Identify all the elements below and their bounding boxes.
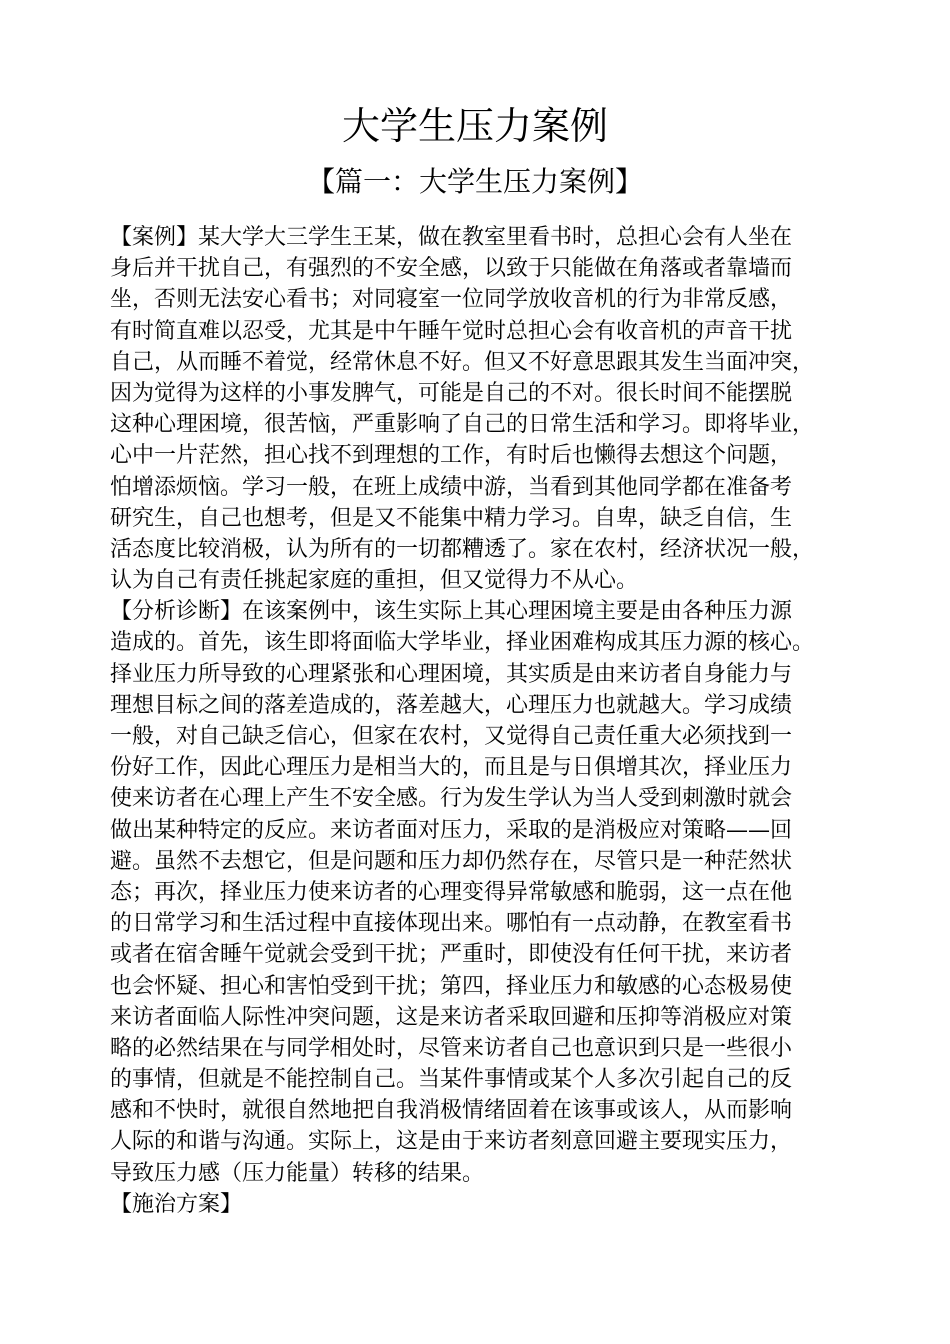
body-line: 造成的。首先，该生即将面临大学毕业，择业困难构成其压力源的核心。 (110, 630, 815, 656)
body-line: 使来访者在心理上产生不安全感。行为发生学认为当人受到刺激时就会 (110, 786, 793, 812)
body-line: 择业压力所导致的心理紧张和心理困境，其实质是由来访者自身能力与 (110, 661, 793, 687)
body-line: 有时简直难以忍受，尤其是中午睡午觉时总担心会有收音机的声音干扰 (110, 318, 793, 344)
body-line: 也会怀疑、担心和害怕受到干扰；第四，择业压力和敏感的心态极易使 (110, 973, 793, 999)
body-line: 做出某种特定的反应。来访者面对压力，采取的是消极应对策略——回 (110, 817, 793, 843)
document-body (110, 222, 850, 1220)
body-line: 一般，对自己缺乏信心，但家在农村，又觉得自己责任重大必须找到一 (110, 724, 793, 749)
body-line: 自己，从而睡不着觉，经常休息不好。但又不好意思跟其发生当面冲突， (110, 349, 815, 375)
document-subtitle: 【篇一：大学生压力案例】 (306, 165, 643, 198)
body-line: 来访者面临人际性冲突问题，这是来访者采取回避和压抑等消极应对策 (110, 1004, 793, 1030)
body-line: 避。虽然不去想它，但是问题和压力却仍然存在，尽管只是一种茫然状 (110, 848, 793, 874)
body-line: 或者在宿舍睡午觉就会受到干扰；严重时，即使没有任何干扰，来访者 (110, 942, 793, 968)
body-line: 身后并干扰自己，有强烈的不安全感，以致于只能做在角落或者靠墙而 (110, 256, 793, 282)
body-line: 人际的和谐与沟通。实际上，这是由于来访者刻意回避主要现实压力， (110, 1129, 793, 1155)
body-line: 坐，否则无法安心看书；对同寝室一位同学放收音机的行为非常反感， (110, 287, 793, 313)
body-line: 怕增添烦恼。学习一般，在班上成绩中游，当看到其他同学都在准备考 (110, 474, 793, 500)
body-line: 因为觉得为这样的小事发脾气，可能是自己的不对。很长时间不能摆脱 (110, 380, 793, 406)
document-title: 大学生压力案例 (341, 104, 608, 148)
body-line: 活态度比较消极，认为所有的一切都糟透了。家在农村，经济状况一般， (110, 536, 815, 562)
body-line: 感和不快时，就很自然地把自我消极情绪固着在该事或该人，从而影响 (110, 1098, 793, 1124)
body-line: 略的必然结果在与同学相处时，尽管来访者自己也意识到只是一些很小 (110, 1035, 793, 1061)
body-line: 这种心理困境，很苦恼，严重影响了自己的日常生活和学习。即将毕业， (110, 412, 815, 438)
body-line: 份好工作，因此心理压力是相当大的，而且是与日俱增其次，择业压力 (110, 755, 793, 781)
body-line: 理想目标之间的落差造成的，落差越大，心理压力也就越大。学习成绩 (110, 692, 793, 718)
body-line: 心中一片茫然，担心找不到理想的工作，有时后也懒得去想这个问题， (110, 443, 793, 469)
body-line: 认为自己有责任挑起家庭的重担，但又觉得力不从心。 (110, 568, 639, 594)
body-line: 【分析诊断】在该案例中，该生实际上其心理困境主要是由各种压力源 (110, 599, 793, 625)
body-line: 的事情，但就是不能控制自己。当某件事情或某个人多次引起自己的反 (110, 1067, 793, 1093)
body-line: 研究生，自己也想考，但是又不能集中精力学习。自卑，缺乏自信，生 (110, 505, 793, 531)
body-line: 【案例】某大学大三学生王某，做在教室里看书时，总担心会有人坐在 (110, 225, 793, 250)
body-line: 态；再次，择业压力使来访者的心理变得异常敏感和脆弱，这一点在他 (110, 879, 793, 905)
body-line: 导致压力感（压力能量）转移的结果。 (110, 1160, 485, 1186)
body-line: 的日常学习和生活过程中直接体现出来。哪怕有一点动静，在教室看书 (110, 911, 793, 937)
body-line: 【施治方案】 (110, 1191, 243, 1217)
